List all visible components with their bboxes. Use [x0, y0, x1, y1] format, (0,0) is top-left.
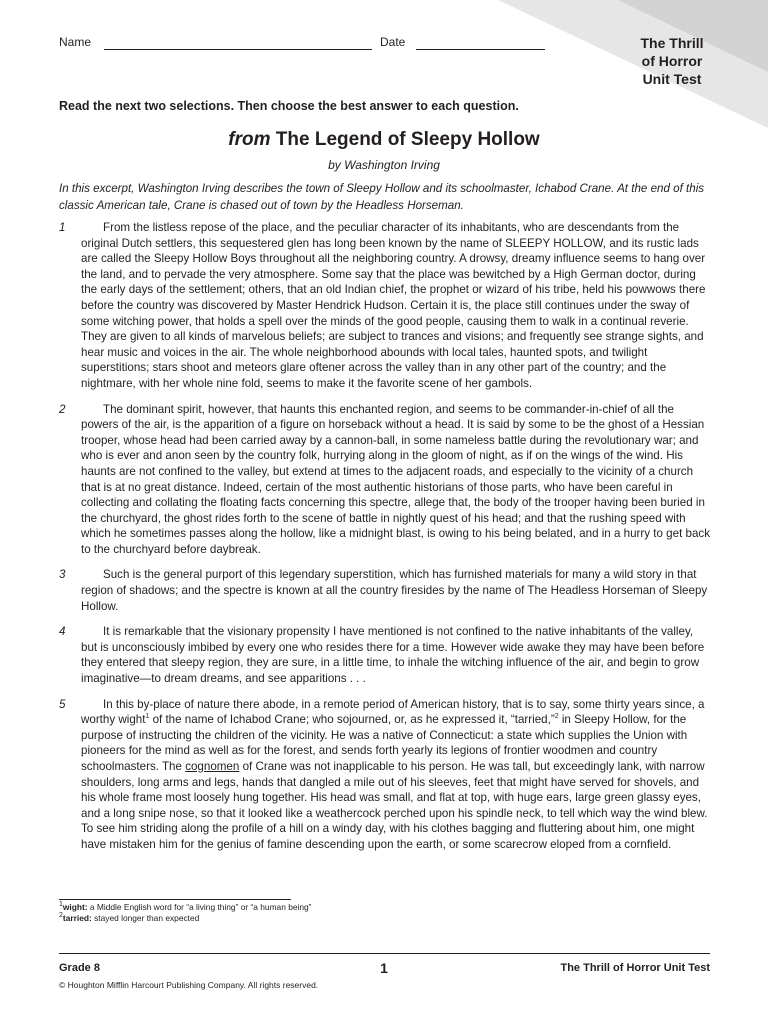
unit-test-title: [626, 34, 718, 88]
selection-title: [0, 129, 768, 151]
paragraph-text: From the listless repose of the place, and the peculiar character of its inhabitants, who are descendants from the original Dutch settlers, this sequestered glen has long been known by the name of SLEEPY HOLLOW, and its rustic lads are called the Sleepy Hollow Boys throughout all the neighboring country. A drowsy, dreamy influence seems to hang over the land, and to pervade the very atmosphere. Some say that the place was bewitched by a High German doctor, during the early days of the settlement; others, that an old Indian chief, the prophet or wizard of his tribe, held his powwows there before the country was discovered by Master Hendrick Hudson. Certain it is, the place still continues under the sway of some witching power, that holds a spell over the minds of the good people, causing them to walk in a continual reverie. They are given to all kinds of marvelous beliefs; are subject to trances and visions; and frequently see strange sights, and hear music and voices in the air. The whole neighborhood abounds with local tales, haunted spots, and twilight superstitions; stars shoot and meteors glare oftener across the valley than in any other part of the country; and the nightmare, with her whole nine fold, seems to make it the favorite scene of her gambols.: [81, 221, 706, 390]
name-label: Name: [59, 35, 92, 49]
footnote-term: tarried:: [62, 913, 92, 923]
paragraph-text: [81, 697, 711, 853]
unit-test-title-line: of Horror: [641, 53, 703, 69]
title-text: The Legend of Sleepy Hollow: [275, 129, 540, 150]
footer-test-title: The Thrill of Horror Unit Test: [560, 962, 710, 974]
paragraph-text-part: In this by-place of nature there abode, in a remote period of American history, that is to say, some thirty years since, a worthy wight: [81, 697, 705, 727]
unit-test-title-line: The Thrill: [640, 35, 704, 51]
footnote-ref-1: 1: [145, 713, 150, 721]
selection-intro: In this excerpt, Washington Irving describes the town of Sleepy Hollow and its schoolmaster, Ichabod Crane. At the end of this classic American tale, Crane is chased out of town by the Headless Horseman.: [59, 182, 705, 212]
paragraph-1: [59, 220, 711, 392]
date-label: Date: [380, 35, 406, 49]
paragraph-number: 2: [59, 402, 66, 416]
footnote-term: wight:: [62, 902, 88, 912]
paragraph-text-part: of the name of Ichabod Crane; who sojourned, or, as he expressed it, “tarried,”: [149, 713, 555, 727]
footnote-definition: stayed longer than expected: [91, 913, 200, 923]
paragraph-text-part: in Sleepy Hollow, for the purpose of instructing the children of the vicinity. He was a native of Connecticut: a state which supplies the Union with pioneers for the mind as well as for the forest, and sends forth yearly its legions of frontier woodmen and country schoolmasters. The: [81, 713, 688, 773]
footnote-number: 2: [59, 912, 63, 920]
paragraph-number: 5: [59, 697, 66, 711]
name-field-line[interactable]: [104, 49, 372, 50]
copyright-notice: © Houghton Mifflin Harcourt Publishing Company. All rights reserved.: [59, 980, 319, 990]
footnote-divider: [59, 899, 291, 900]
paragraph-number: 1: [59, 221, 66, 234]
vocabulary-word: cognomen: [185, 760, 240, 773]
footnote-definition: a Middle English word for “a living thing” or “a human being”: [87, 902, 312, 912]
date-field-line[interactable]: [416, 49, 545, 50]
grade-label: Grade 8: [59, 962, 100, 974]
passage: [59, 220, 711, 863]
title-prefix: from: [228, 129, 271, 150]
byline: by Washington Irving: [328, 158, 440, 172]
paragraph-text-part: of Crane was not inapplicable to his person. He was tall, but exceedingly lank, with narrow shoulders, long arms and legs, hands that dangled a mile out of his sleeves, feet that might have served for shovels, and his whole frame most loosely hung together. His head was small, and flat at top, with huge ears, large green glassy eyes, and a long snipe nose, so that it looked like a weathercock perched upon his spindle neck, to tell which way the wind blew. To see him striding along the profile of a hill on a windy day, with his clothes bagging and fluttering about him, one might have mistaken him for the genius of famine descending upon the earth, or some scarecrow eloped from a cornfield.: [81, 760, 708, 851]
footnote-ref-2: 2: [554, 713, 559, 721]
footnote-number: 1: [59, 901, 63, 909]
paragraph-4: [59, 624, 711, 686]
paragraph-5: [59, 697, 711, 853]
paragraph-number: 4: [59, 625, 66, 639]
footnotes: [59, 902, 311, 924]
paragraph-text: It is remarkable that the visionary propensity I have mentioned is not confined to the native inhabitants of the valley, but is unconsciously imbibed by every one who resides there for a time. However wide awake they may have been before they entered that sleepy region, they are sure, in a little time, to inhale the witching influence of the air, and begin to grow imaginative—to dream dreams, and see apparitions . . .: [81, 625, 705, 686]
footnote-2: [59, 913, 311, 924]
instructions: Read the next two selections. Then choose the best answer to each question.: [59, 99, 519, 113]
paragraph-number: 3: [59, 568, 66, 582]
footnote-1: [59, 902, 311, 913]
unit-test-title-line: Unit Test: [642, 71, 702, 87]
footer-divider: [59, 953, 710, 954]
page-number: 1: [380, 960, 388, 976]
paragraph-text: The dominant spirit, however, that haunts this enchanted region, and seems to be commander-in-chief of all the powers of the air, is the apparition of a figure on horseback without a head. It is said by some to be the ghost of a Hessian trooper, whose head had been carried away by a cannon-ball, in some nameless battle during the revolutionary war; and who is ever and anon seen by the country folk, hurrying along in the gloom of night, as if on the wings of the wind. His haunts are not confined to the valley, but extend at times to the adjacent roads, and especially to the vicinity of a church that is at no great distance. Indeed, certain of the most authentic historians of those parts, who have been careful in collecting and collating the floating facts concerning this spectre, allege that, the body of the trooper having been buried in the churchyard, the ghost rides forth to the scene of battle in nightly quest of his head; and that the rushing speed with which he sometimes passes along the hollow, like a midnight blast, is owing to his being belated, and in a hurry to get back to the churchyard before daybreak.: [81, 402, 711, 556]
paragraph-2: [59, 402, 711, 558]
paragraph-text: Such is the general purport of this legendary superstition, which has furnished materials for many a wild story in that region of shadows; and the spectre is known at all the country firesides by the name of The Headless Horseman of Sleepy Hollow.: [81, 568, 708, 613]
paragraph-3: [59, 567, 711, 614]
